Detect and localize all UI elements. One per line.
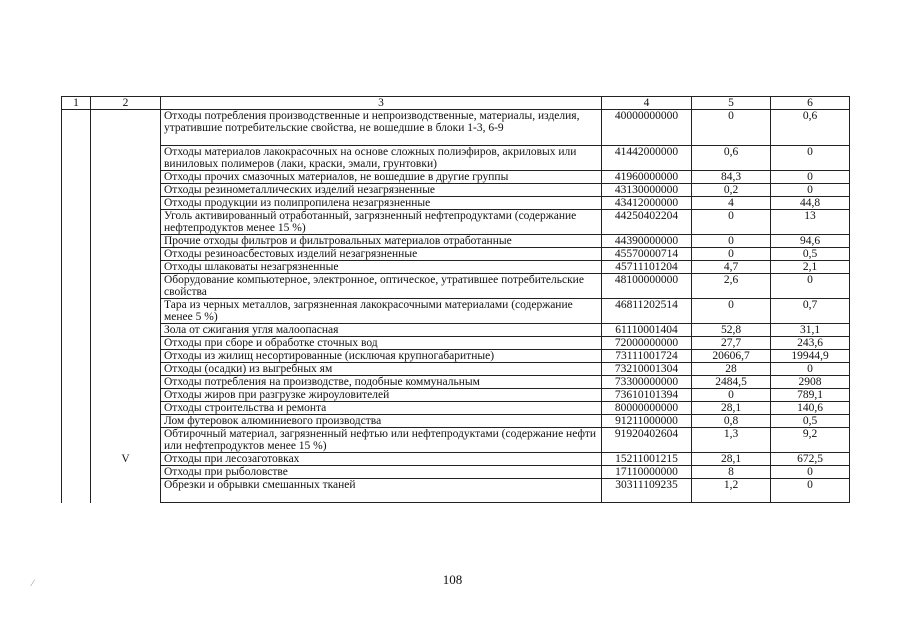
header-col-6: 6 — [771, 97, 850, 110]
row-fkko-code: 40000000000 — [602, 110, 692, 146]
row-group — [91, 350, 161, 363]
table-row — [62, 402, 850, 415]
row-value-6: 0 — [771, 274, 850, 299]
row-waste-name: Лом футеровок алюминиевого производства — [161, 415, 602, 428]
row-waste-name: Отходы прочих смазочных материалов, не вошедшие в другие группы — [161, 171, 602, 184]
row-waste-name: Обрезки и обрывки смешанных тканей — [161, 479, 602, 503]
row-waste-name: Отходы (осадки) из выгребных ям — [161, 363, 602, 376]
row-col-1 — [62, 146, 91, 171]
row-fkko-code: 44390000000 — [602, 235, 692, 248]
row-col-1 — [62, 274, 91, 299]
row-fkko-code: 15211001215 — [602, 453, 692, 466]
row-value-6: 31,1 — [771, 324, 850, 337]
row-value-5: 52,8 — [692, 324, 771, 337]
header-col-5: 5 — [692, 97, 771, 110]
row-col-1 — [62, 350, 91, 363]
table-row — [62, 337, 850, 350]
table-row — [62, 197, 850, 210]
row-group — [91, 389, 161, 402]
row-waste-name: Отходы строительства и ремонта — [161, 402, 602, 415]
row-value-5: 0 — [692, 248, 771, 261]
table-row — [62, 274, 850, 299]
row-value-5: 28 — [692, 363, 771, 376]
table-row — [62, 389, 850, 402]
row-group — [91, 479, 161, 503]
waste-table — [61, 96, 850, 503]
table-row — [62, 466, 850, 479]
row-group — [91, 171, 161, 184]
page-number: 108 — [442, 572, 463, 587]
row-col-1 — [62, 324, 91, 337]
row-value-6: 94,6 — [771, 235, 850, 248]
row-fkko-code: 72000000000 — [602, 337, 692, 350]
row-group — [91, 428, 161, 453]
row-waste-name: Отходы продукции из полипропилена незагрязненные — [161, 197, 602, 210]
row-value-6: 140,6 — [771, 402, 850, 415]
row-fkko-code: 73300000000 — [602, 376, 692, 389]
row-fkko-code: 61110001404 — [602, 324, 692, 337]
row-value-6: 44,8 — [771, 197, 850, 210]
row-group — [91, 299, 161, 324]
row-col-1 — [62, 428, 91, 453]
row-fkko-code: 91211000000 — [602, 415, 692, 428]
row-group: V — [91, 453, 161, 466]
row-value-5: 1,3 — [692, 428, 771, 453]
row-value-6: 243,6 — [771, 337, 850, 350]
row-fkko-code: 17110000000 — [602, 466, 692, 479]
row-value-5: 1,2 — [692, 479, 771, 503]
row-fkko-code: 45711101204 — [602, 261, 692, 274]
row-value-6: 2,1 — [771, 261, 850, 274]
table-row — [62, 110, 850, 146]
row-group — [91, 466, 161, 479]
table-row — [62, 479, 850, 503]
row-col-1 — [62, 248, 91, 261]
row-col-1 — [62, 261, 91, 274]
table-row — [62, 248, 850, 261]
table-row — [62, 376, 850, 389]
row-value-5: 28,1 — [692, 402, 771, 415]
row-group — [91, 274, 161, 299]
row-value-6: 0,5 — [771, 415, 850, 428]
table-row — [62, 184, 850, 197]
row-col-1 — [62, 184, 91, 197]
header-row — [62, 97, 850, 110]
row-fkko-code: 73610101394 — [602, 389, 692, 402]
scan-mark: ⁄ — [32, 578, 34, 588]
row-value-6: 0,5 — [771, 248, 850, 261]
row-value-5: 27,7 — [692, 337, 771, 350]
row-waste-name: Тара из черных металлов, загрязненная лакокрасочными материалами (содержание менее 5 %) — [161, 299, 602, 324]
row-value-6: 0 — [771, 363, 850, 376]
row-group — [91, 261, 161, 274]
row-fkko-code: 80000000000 — [602, 402, 692, 415]
row-fkko-code: 44250402204 — [602, 210, 692, 235]
row-value-6: 0,6 — [771, 110, 850, 146]
table-row — [62, 261, 850, 274]
row-value-5: 0 — [692, 389, 771, 402]
row-group — [91, 363, 161, 376]
table-row — [62, 235, 850, 248]
row-col-1 — [62, 466, 91, 479]
row-value-5: 4,7 — [692, 261, 771, 274]
row-value-5: 28,1 — [692, 453, 771, 466]
row-value-6: 19944,9 — [771, 350, 850, 363]
row-fkko-code: 43412000000 — [602, 197, 692, 210]
row-waste-name: Отходы из жилищ несортированные (исключая крупногабаритные) — [161, 350, 602, 363]
row-fkko-code: 91920402604 — [602, 428, 692, 453]
row-value-6: 0 — [771, 184, 850, 197]
row-col-1 — [62, 197, 91, 210]
row-waste-name: Обтирочный материал, загрязненный нефтью или нефтепродуктами (содержание нефти или нефтепродуктов менее 15 %) — [161, 428, 602, 453]
row-waste-name: Отходы при рыболовстве — [161, 466, 602, 479]
row-value-6: 0 — [771, 146, 850, 171]
row-group — [91, 197, 161, 210]
row-group — [91, 110, 161, 146]
row-value-5: 4 — [692, 197, 771, 210]
row-col-1 — [62, 402, 91, 415]
table-row — [62, 428, 850, 453]
row-value-5: 2,6 — [692, 274, 771, 299]
row-col-1 — [62, 337, 91, 350]
row-value-6: 789,1 — [771, 389, 850, 402]
table-row — [62, 299, 850, 324]
row-waste-name: Отходы шлаковаты незагрязненные — [161, 261, 602, 274]
row-waste-name: Отходы потребления на производстве, подобные коммунальным — [161, 376, 602, 389]
row-group — [91, 324, 161, 337]
header-col-4: 4 — [602, 97, 692, 110]
row-col-1 — [62, 210, 91, 235]
row-col-1 — [62, 171, 91, 184]
table-row — [62, 363, 850, 376]
row-col-1 — [62, 363, 91, 376]
row-value-6: 0,7 — [771, 299, 850, 324]
row-fkko-code: 46811202514 — [602, 299, 692, 324]
row-group — [91, 146, 161, 171]
row-value-5: 0,6 — [692, 146, 771, 171]
row-waste-name: Уголь активированный отработанный, загрязненный нефтепродуктами (содержание нефтепродуктов менее 15 %) — [161, 210, 602, 235]
row-value-6: 672,5 — [771, 453, 850, 466]
row-group — [91, 376, 161, 389]
waste-table-body — [62, 97, 850, 503]
row-waste-name: Отходы потребления производственные и непроизводственные, материалы, изделия, утратившие потребительские свойства, не вошедшие в блоки 1-3, 6-9 — [161, 110, 602, 146]
row-waste-name: Отходы жиров при разгрузке жироуловителей — [161, 389, 602, 402]
row-fkko-code: 73111001724 — [602, 350, 692, 363]
row-value-6: 9,2 — [771, 428, 850, 453]
row-value-5: 20606,7 — [692, 350, 771, 363]
row-value-5: 84,3 — [692, 171, 771, 184]
row-waste-name: Отходы резиноасбестовых изделий незагрязненные — [161, 248, 602, 261]
row-value-5: 2484,5 — [692, 376, 771, 389]
row-fkko-code: 45570000714 — [602, 248, 692, 261]
row-group — [91, 415, 161, 428]
row-fkko-code: 41442000000 — [602, 146, 692, 171]
row-waste-name: Отходы резинометаллических изделий незагрязненные — [161, 184, 602, 197]
row-value-6: 0 — [771, 479, 850, 503]
table-row — [62, 171, 850, 184]
row-col-1 — [62, 415, 91, 428]
row-fkko-code: 30311109235 — [602, 479, 692, 503]
row-group — [91, 184, 161, 197]
row-value-5: 0 — [692, 235, 771, 248]
header-col-1: 1 — [62, 97, 91, 110]
row-col-1 — [62, 110, 91, 146]
row-col-1 — [62, 235, 91, 248]
row-fkko-code: 48100000000 — [602, 274, 692, 299]
row-col-1 — [62, 453, 91, 466]
row-col-1 — [62, 376, 91, 389]
header-col-3: 3 — [161, 97, 602, 110]
row-waste-name: Отходы при лесозаготовках — [161, 453, 602, 466]
row-group — [91, 402, 161, 415]
row-fkko-code: 43130000000 — [602, 184, 692, 197]
row-value-6: 2908 — [771, 376, 850, 389]
row-waste-name: Зола от сжигания угля малоопасная — [161, 324, 602, 337]
row-value-5: 0,2 — [692, 184, 771, 197]
row-waste-name: Оборудование компьютерное, электронное, оптическое, утратившее потребительские свойства — [161, 274, 602, 299]
row-value-5: 0,8 — [692, 415, 771, 428]
row-value-5: 0 — [692, 210, 771, 235]
row-col-1 — [62, 299, 91, 324]
table-row — [62, 453, 850, 466]
row-value-6: 0 — [771, 466, 850, 479]
table-row — [62, 210, 850, 235]
row-value-5: 8 — [692, 466, 771, 479]
row-waste-name: Отходы при сборе и обработке сточных вод — [161, 337, 602, 350]
row-group — [91, 248, 161, 261]
table-row — [62, 415, 850, 428]
row-col-1 — [62, 479, 91, 503]
row-group — [91, 235, 161, 248]
row-fkko-code: 41960000000 — [602, 171, 692, 184]
row-group — [91, 337, 161, 350]
row-group — [91, 210, 161, 235]
row-value-5: 0 — [692, 110, 771, 146]
row-waste-name: Прочие отходы фильтров и фильтровальных материалов отработанные — [161, 235, 602, 248]
table-row — [62, 146, 850, 171]
row-value-6: 13 — [771, 210, 850, 235]
header-col-2: 2 — [91, 97, 161, 110]
row-value-5: 0 — [692, 299, 771, 324]
row-fkko-code: 73210001304 — [602, 363, 692, 376]
row-waste-name: Отходы материалов лакокрасочных на основе сложных полиэфиров, акриловых или виниловых полимеров (лаки, краски, эмали, грунтовки) — [161, 146, 602, 171]
table-row — [62, 324, 850, 337]
table-row — [62, 350, 850, 363]
row-col-1 — [62, 389, 91, 402]
row-value-6: 0 — [771, 171, 850, 184]
